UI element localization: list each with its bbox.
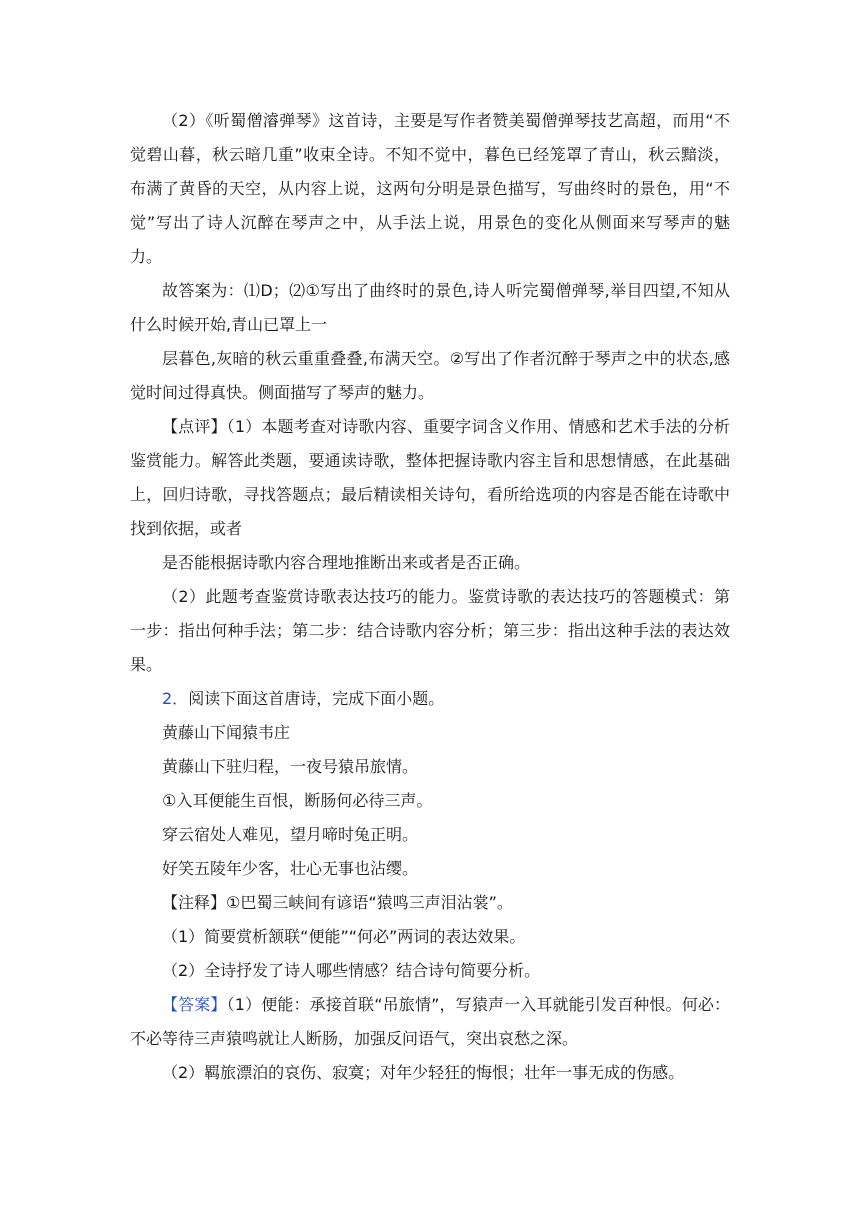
answer-1-text: （1）便能：承接首联“吊旅情”，写猿声一入耳就能引发百种恨。何必：不必等待三声猿鸣就让人断肠，加强反问语气，突出哀愁之深。 [130,995,730,1048]
analysis-paragraph-2: （2）《听蜀僧濬弹琴》这首诗，主要是写作者赞美蜀僧弹琴技艺高超，而用“不觉碧山暮，秋云暗几重”收束全诗。不知不觉中，暮色已经笼罩了青山，秋云黯淡，布满了黄昏的天空，从内容上说，这两句分明是景色描写，写曲终时的景色，用“不觉”写出了诗人沉醉在琴声之中，从手法上说，用景色的变化从侧面来写琴声的魅力。 [130,111,730,266]
poem-title: 黄藤山下闻猿韦庄 [162,723,291,742]
question-2 [130,682,730,716]
poem-note: 【注释】①巴蜀三峡间有谚语“猿鸣三声泪沾裳”。 [162,893,513,912]
poem-line-3: 穿云宿处人难见，望月啼时兔正明。 [162,825,419,844]
document-body [130,104,730,1090]
answer-1 [130,988,730,1056]
question-prompt: 阅读下面这首唐诗，完成下面小题。 [188,689,445,708]
answer-2: （2）羁旅漂泊的哀伤、寂寞；对年少轻狂的悔恨；壮年一事无成的伤感。 [162,1063,685,1082]
question-number: 2． [162,689,189,708]
poem-line-2: ①入耳便能生百恨，断肠何必待三声。 [162,791,433,810]
answer-label: 【答案】 [162,995,227,1014]
comment-paragraph-1: 【点评】（1）本题考查对诗歌内容、重要字词含义作用、情感和艺术手法的分析鉴赏能力。解答此类题，要通读诗歌，整体把握诗歌内容主旨和思想情感，在此基础上，回归诗歌，寻找答题点；最后精读相关诗句，看所给选项的内容是否能在诗歌中找到依据，或者 [130,417,730,538]
sub-question-1: （1）简要赏析颔联“便能”“何必”两词的表达效果。 [162,927,526,946]
answer-summary: 故答案为：⑴D；⑵①写出了曲终时的景色,诗人听完蜀僧弹琴,举目四望,不知从什么时候开始,青山已罩上一 [130,281,730,334]
sub-question-2: （2）全诗抒发了诗人哪些情感？结合诗句简要分析。 [162,961,541,980]
poem-line-1: 黄藤山下驻归程，一夜号猿吊旅情。 [162,757,419,776]
comment-paragraph-1-continued: 是否能根据诗歌内容合理地推断出来或者是否正确。 [162,553,531,572]
poem-line-4: 好笑五陵年少客，壮心无事也沾缨。 [162,859,419,878]
comment-paragraph-2: （2）此题考查鉴赏诗歌表达技巧的能力。鉴赏诗歌的表达技巧的答题模式：第一步：指出何种手法；第二步：结合诗歌内容分析；第三步：指出这种手法的表达效果。 [130,587,730,674]
answer-summary-continued: 层暮色,灰暗的秋云重重叠叠,布满天空。②写出了作者沉醉于琴声之中的状态,感觉时间过得真快。侧面描写了琴声的魅力。 [130,349,730,402]
